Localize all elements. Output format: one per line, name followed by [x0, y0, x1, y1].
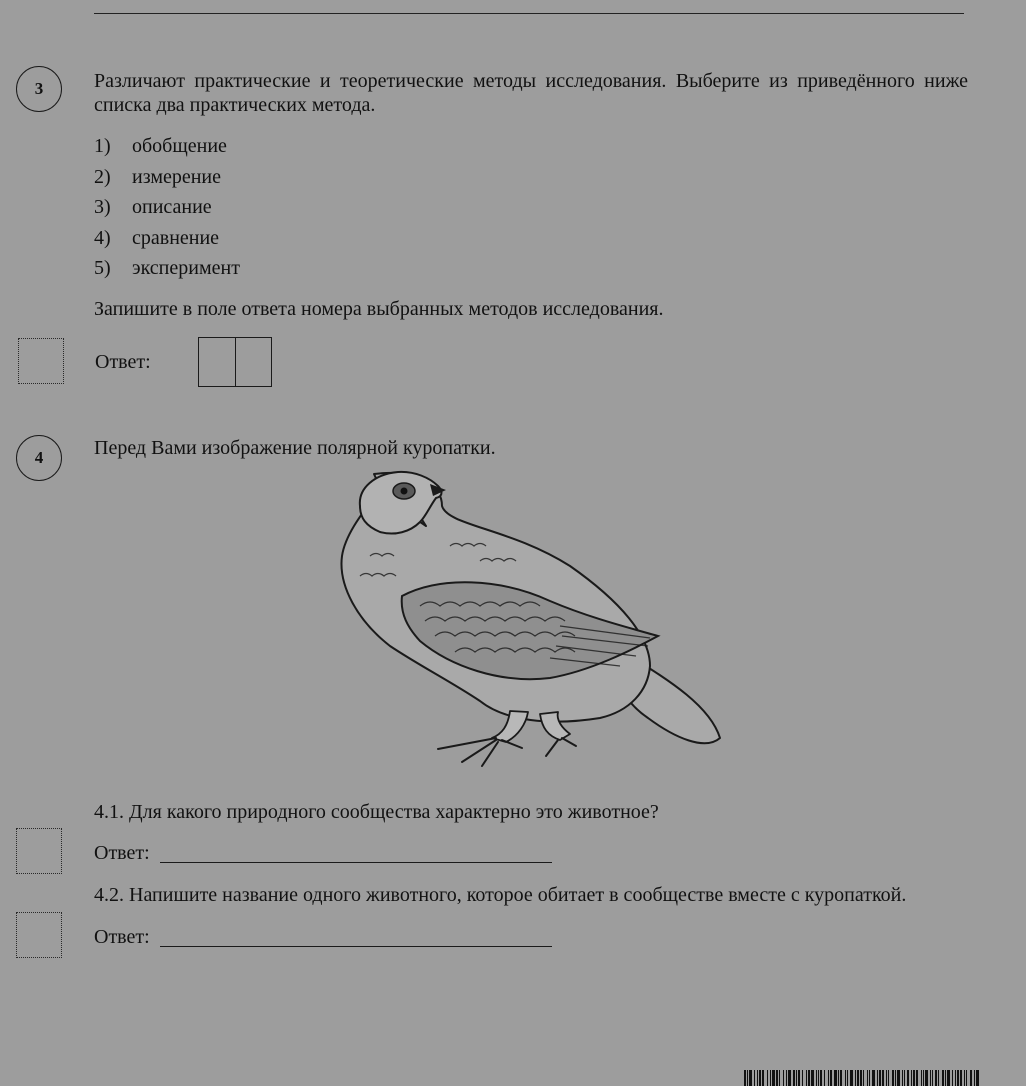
barcode-stripe — [897, 1070, 900, 1086]
option-3 — [94, 195, 212, 219]
barcode-stripe — [847, 1070, 848, 1086]
top-rule — [94, 13, 964, 14]
barcode-stripe — [840, 1070, 842, 1086]
barcode-stripe — [886, 1070, 887, 1086]
barcode-stripe — [767, 1070, 768, 1086]
barcode-stripe — [757, 1070, 758, 1086]
answer-line-4-2[interactable] — [160, 946, 552, 947]
barcode-stripe — [811, 1070, 814, 1086]
barcode-stripe — [830, 1070, 832, 1086]
barcode-stripe — [776, 1070, 778, 1086]
question-4-2-text: 4.2. Напишите название одного животного, которое обитает в сообществе вместе с куропаткой. — [94, 884, 907, 906]
barcode-stripe — [902, 1070, 903, 1086]
barcode-stripe — [850, 1070, 853, 1086]
option-text: эксперимент — [132, 257, 240, 279]
option-2 — [94, 165, 221, 189]
barcode-stripe — [935, 1070, 937, 1086]
score-box-4-1 — [16, 828, 62, 874]
barcode-stripe — [942, 1070, 944, 1086]
question-3-prompt: Различают практические и теоретические методы исследования. Выберите из приведённого ниже списка два практических метода. — [94, 70, 968, 116]
barcode-stripe — [759, 1070, 761, 1086]
barcode-stripe — [907, 1070, 909, 1086]
option-number: 5) — [94, 257, 111, 279]
option-number: 4) — [94, 227, 111, 249]
barcode-stripe — [966, 1070, 967, 1086]
question-4-number: 4 — [16, 435, 62, 481]
answer-line-4-1[interactable] — [160, 862, 552, 863]
question-4-1-text: 4.1. Для какого природного сообщества характерно это животное? — [94, 801, 659, 823]
barcode-stripe — [786, 1070, 787, 1086]
barcode-stripe — [957, 1070, 959, 1086]
barcode-stripe — [921, 1070, 922, 1086]
ptarmigan-drawing-icon — [330, 466, 730, 786]
barcode-stripe — [808, 1070, 810, 1086]
barcode-stripe — [806, 1070, 807, 1086]
barcode-stripe — [783, 1070, 784, 1086]
barcode-stripe — [964, 1070, 965, 1086]
answer-cell-2[interactable] — [235, 338, 272, 386]
barcode-stripe — [952, 1070, 953, 1086]
barcode-stripe — [872, 1070, 875, 1086]
barcode-stripe — [904, 1070, 905, 1086]
barcode-stripe — [869, 1070, 870, 1086]
barcode-stripe — [945, 1070, 946, 1086]
barcode-stripe — [762, 1070, 764, 1086]
barcode-stripe — [749, 1070, 752, 1086]
answer-label-4-1: Ответ: — [94, 842, 150, 864]
barcode-stripe — [824, 1070, 825, 1086]
barcode-stripe — [930, 1070, 931, 1086]
barcode-stripe — [754, 1070, 755, 1086]
barcode-stripe — [892, 1070, 894, 1086]
option-5 — [94, 256, 240, 280]
barcode-stripe — [955, 1070, 956, 1086]
option-text: обобщение — [132, 135, 227, 157]
barcode-stripe — [947, 1070, 950, 1086]
barcode-stripe — [867, 1070, 868, 1086]
barcode-stripe — [816, 1070, 817, 1086]
barcode-stripe — [911, 1070, 912, 1086]
barcode-stripe — [747, 1070, 748, 1086]
barcode-stripe — [802, 1070, 803, 1086]
barcode-stripe — [863, 1070, 864, 1086]
barcode-stripe — [877, 1070, 878, 1086]
barcode-stripe — [779, 1070, 780, 1086]
barcode-stripe — [828, 1070, 829, 1086]
answer-label-4-2: Ответ: — [94, 926, 150, 948]
barcode-stripe — [976, 1070, 979, 1086]
option-number: 2) — [94, 166, 111, 188]
barcode-stripe — [834, 1070, 837, 1086]
barcode-stripe — [793, 1070, 795, 1086]
answer-label-3: Ответ: — [95, 351, 151, 373]
question-3-number: 3 — [16, 66, 62, 112]
barcode-stripe — [923, 1070, 924, 1086]
option-text: описание — [132, 196, 212, 218]
barcode-stripe — [788, 1070, 791, 1086]
question-4-prompt: Перед Вами изображение полярной куропатки. — [94, 437, 496, 459]
answer-cells-3[interactable] — [198, 337, 272, 387]
barcode-stripe — [938, 1070, 939, 1086]
option-1 — [94, 134, 227, 158]
barcode-stripe — [772, 1070, 775, 1086]
option-text: сравнение — [132, 227, 220, 249]
barcode-stripe — [857, 1070, 859, 1086]
barcode-stripe — [820, 1070, 822, 1086]
barcode-stripe — [895, 1070, 896, 1086]
barcode-stripe — [913, 1070, 915, 1086]
barcode-stripe — [770, 1070, 771, 1086]
question-3-instruction: Запишите в поле ответа номера выбранных методов исследования. — [94, 298, 664, 320]
barcode-stripe — [845, 1070, 846, 1086]
option-number: 1) — [94, 135, 111, 157]
option-4 — [94, 226, 219, 250]
barcode-stripe — [860, 1070, 862, 1086]
answer-cell-1[interactable] — [199, 338, 235, 386]
barcode-stripe — [879, 1070, 881, 1086]
barcode-stripe — [818, 1070, 819, 1086]
barcode-stripe — [932, 1070, 933, 1086]
barcode-stripe — [855, 1070, 856, 1086]
barcode-stripe — [960, 1070, 962, 1086]
option-text: измерение — [132, 166, 222, 188]
barcode-icon — [744, 1070, 990, 1086]
barcode-stripe — [970, 1070, 972, 1086]
barcode-stripe — [796, 1070, 797, 1086]
barcode-stripe — [798, 1070, 800, 1086]
barcode-stripe — [888, 1070, 889, 1086]
barcode-stripe — [974, 1070, 975, 1086]
barcode-stripe — [925, 1070, 928, 1086]
score-box-4-2 — [16, 912, 62, 958]
score-box-3 — [18, 338, 64, 384]
barcode-stripe — [916, 1070, 918, 1086]
barcode-stripe — [882, 1070, 884, 1086]
barcode-stripe — [744, 1070, 746, 1086]
option-number: 3) — [94, 196, 111, 218]
barcode-stripe — [838, 1070, 839, 1086]
